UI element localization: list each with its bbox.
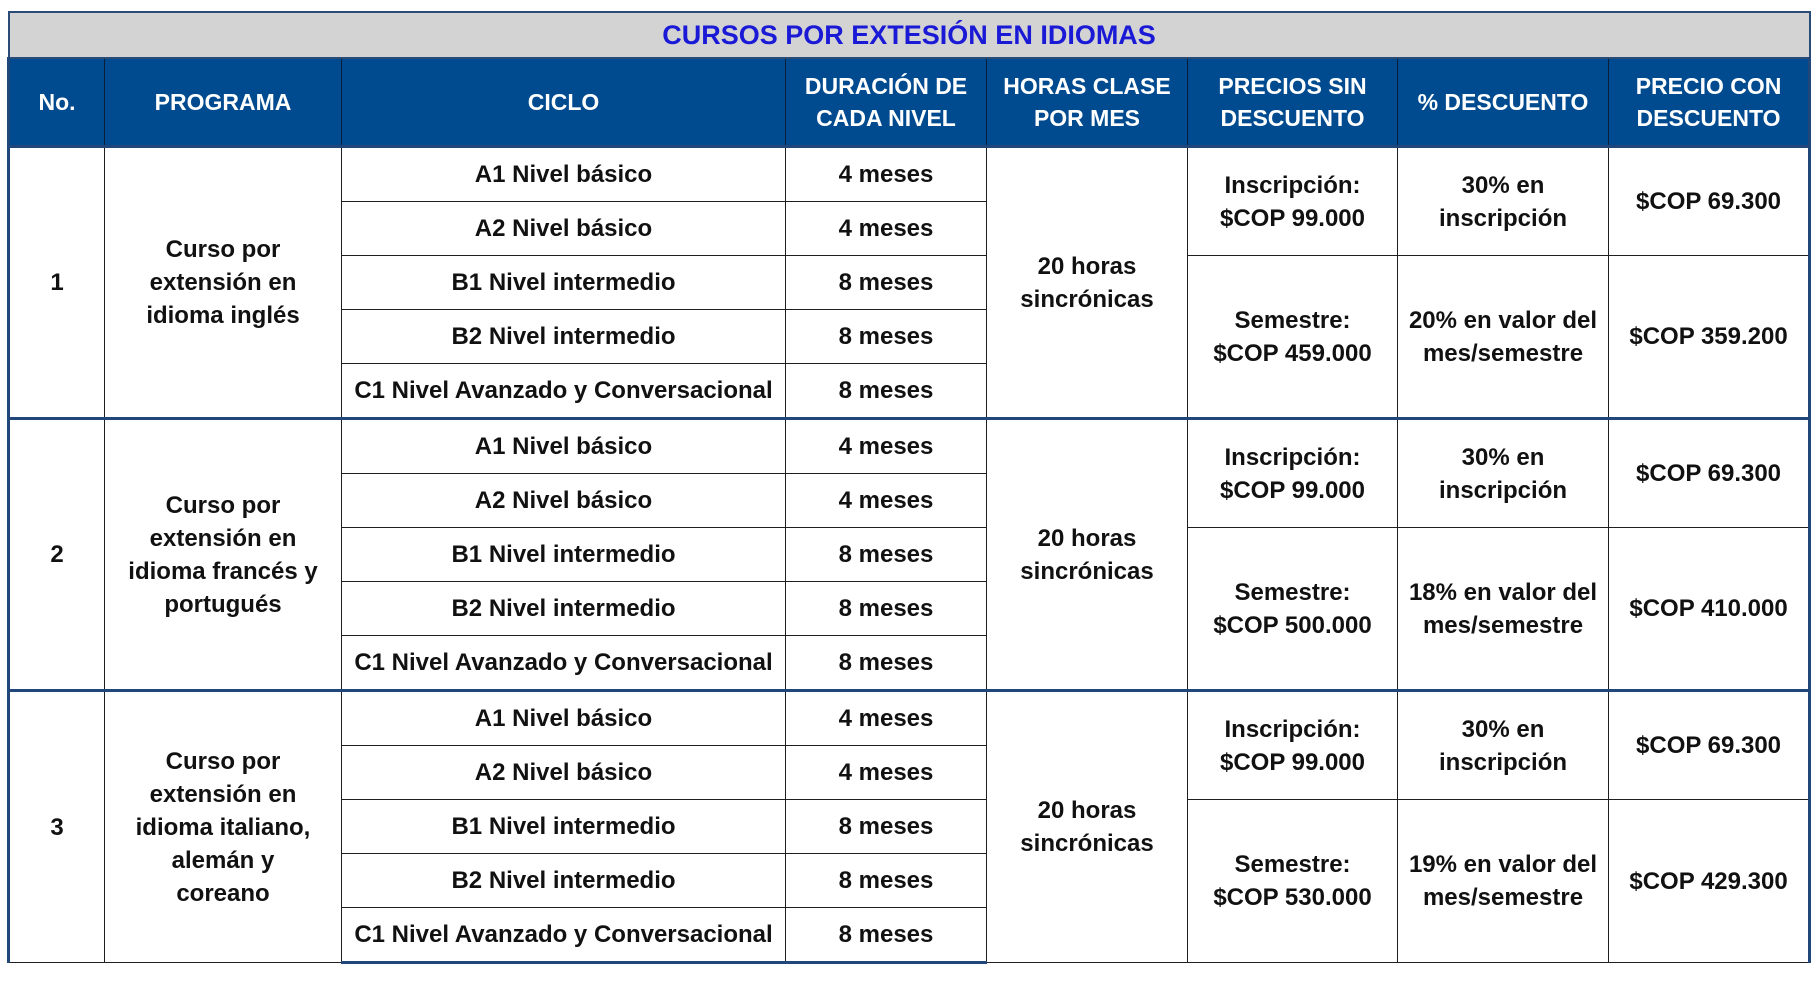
table-row (9, 691, 1810, 746)
semestre-precio-sin: Semestre: $COP 459.000 (1188, 256, 1398, 419)
level-ciclo: C1 Nivel Avanzado y Conversacional (342, 636, 786, 691)
level-duracion: 8 meses (786, 528, 987, 582)
inscripcion-precio-sin: Inscripción: $COP 99.000 (1188, 419, 1398, 528)
program-horas: 20 horas sincrónicas (987, 691, 1188, 963)
program-horas: 20 horas sincrónicas (987, 147, 1188, 419)
level-ciclo: B2 Nivel intermedio (342, 310, 786, 364)
level-duracion: 8 meses (786, 310, 987, 364)
header-row (9, 58, 1810, 147)
level-ciclo: B1 Nivel intermedio (342, 256, 786, 310)
level-ciclo: B1 Nivel intermedio (342, 528, 786, 582)
table-row (9, 419, 1810, 474)
header-precios-sin: PRECIOS SIN DESCUENTO (1188, 58, 1398, 147)
inscripcion-precio-con: $COP 69.300 (1609, 147, 1810, 256)
header-no: No. (9, 58, 105, 147)
level-duracion: 8 meses (786, 636, 987, 691)
semestre-descuento: 19% en valor del mes/semestre (1398, 800, 1609, 963)
inscripcion-descuento: 30% en inscripción (1398, 147, 1609, 256)
level-ciclo: A1 Nivel básico (342, 691, 786, 746)
level-ciclo: B2 Nivel intermedio (342, 582, 786, 636)
semestre-precio-sin: Semestre: $COP 530.000 (1188, 800, 1398, 963)
semestre-precio-con: $COP 410.000 (1609, 528, 1810, 691)
level-ciclo: A2 Nivel básico (342, 746, 786, 800)
level-duracion: 4 meses (786, 746, 987, 800)
level-duracion: 8 meses (786, 256, 987, 310)
header-precio-con: PRECIO CON DESCUENTO (1609, 58, 1810, 147)
header-programa: PROGRAMA (105, 58, 342, 147)
inscripcion-precio-con: $COP 69.300 (1609, 419, 1810, 528)
semestre-descuento: 18% en valor del mes/semestre (1398, 528, 1609, 691)
semestre-descuento: 20% en valor del mes/semestre (1398, 256, 1609, 419)
program-number: 1 (9, 147, 105, 419)
table-body (9, 147, 1810, 963)
level-duracion: 4 meses (786, 419, 987, 474)
inscripcion-precio-sin: Inscripción: $COP 99.000 (1188, 691, 1398, 800)
table-row (9, 147, 1810, 202)
semestre-precio-con: $COP 359.200 (1609, 256, 1810, 419)
level-ciclo: C1 Nivel Avanzado y Conversacional (342, 364, 786, 419)
program-name: Curso por extensión en idioma italiano, alemán y coreano (105, 691, 342, 963)
level-ciclo: B2 Nivel intermedio (342, 854, 786, 908)
level-duracion: 8 meses (786, 364, 987, 419)
courses-price-table (7, 11, 1811, 964)
level-duracion: 8 meses (786, 800, 987, 854)
program-horas: 20 horas sincrónicas (987, 419, 1188, 691)
header-descuento: % DESCUENTO (1398, 58, 1609, 147)
level-ciclo: B1 Nivel intermedio (342, 800, 786, 854)
inscripcion-precio-sin: Inscripción: $COP 99.000 (1188, 147, 1398, 256)
level-duracion: 4 meses (786, 691, 987, 746)
program-number: 3 (9, 691, 105, 963)
level-ciclo: A2 Nivel básico (342, 202, 786, 256)
level-duracion: 4 meses (786, 147, 987, 202)
header-horas: HORAS CLASE POR MES (987, 58, 1188, 147)
program-name: Curso por extensión en idioma inglés (105, 147, 342, 419)
level-duracion: 4 meses (786, 474, 987, 528)
inscripcion-descuento: 30% en inscripción (1398, 691, 1609, 800)
level-ciclo: A2 Nivel básico (342, 474, 786, 528)
inscripcion-precio-con: $COP 69.300 (1609, 691, 1810, 800)
level-duracion: 8 meses (786, 908, 987, 963)
level-duracion: 8 meses (786, 582, 987, 636)
header-duracion: DURACIÓN DE CADA NIVEL (786, 58, 987, 147)
program-name: Curso por extensión en idioma francés y portugués (105, 419, 342, 691)
price-table-container (7, 11, 1808, 964)
level-ciclo: A1 Nivel básico (342, 147, 786, 202)
semestre-precio-sin: Semestre: $COP 500.000 (1188, 528, 1398, 691)
header-ciclo: CICLO (342, 58, 786, 147)
inscripcion-descuento: 30% en inscripción (1398, 419, 1609, 528)
level-duracion: 8 meses (786, 854, 987, 908)
semestre-precio-con: $COP 429.300 (1609, 800, 1810, 963)
level-ciclo: C1 Nivel Avanzado y Conversacional (342, 908, 786, 963)
level-duracion: 4 meses (786, 202, 987, 256)
level-ciclo: A1 Nivel básico (342, 419, 786, 474)
table-title: CURSOS POR EXTESIÓN EN IDIOMAS (9, 12, 1810, 58)
program-number: 2 (9, 419, 105, 691)
